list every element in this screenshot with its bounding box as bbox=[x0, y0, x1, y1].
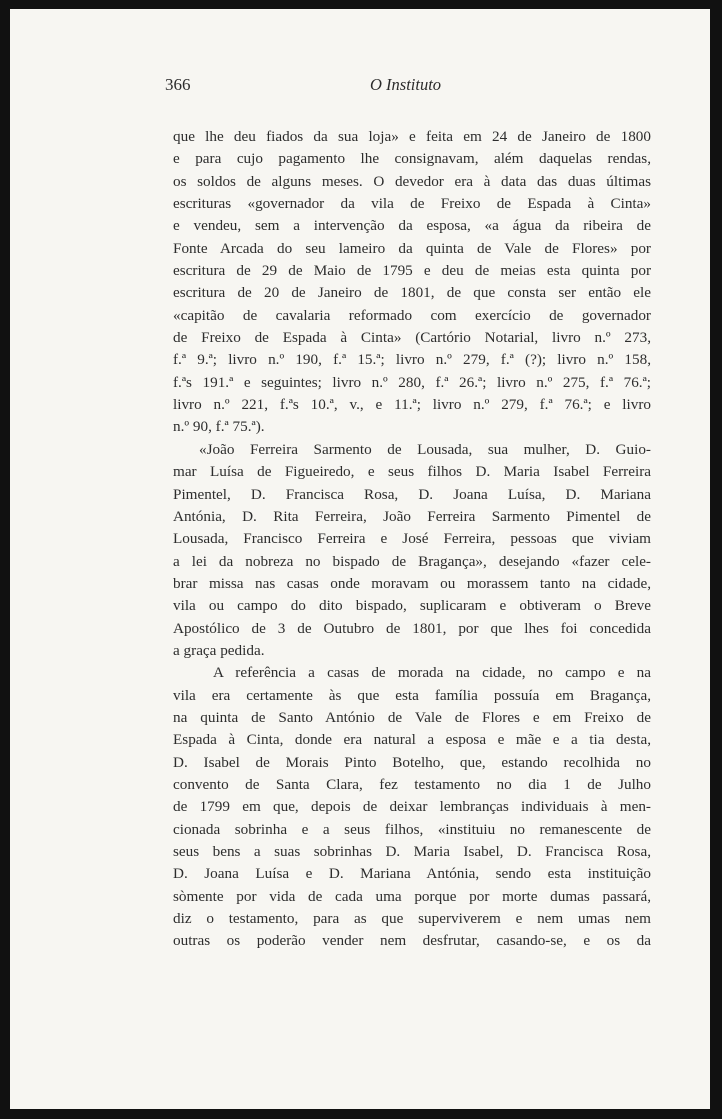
text-line: Espada à Cinta, donde era natural a esposa e mãe e a tia desta, bbox=[173, 731, 651, 749]
body-text bbox=[173, 126, 651, 953]
text-line: mar Luísa de Figueiredo, e seus filhos D. Maria Isabel Ferreira bbox=[173, 463, 651, 481]
text-line: diz o testamento, para as que superviverem e nem umas nem bbox=[173, 910, 651, 928]
text-line: cionada sobrinha e a seus filhos, «instituiu no remanescente de bbox=[173, 820, 651, 838]
text-line: D. Isabel de Morais Pinto Botelho, que, estando recolhida no bbox=[173, 753, 651, 771]
page-number: 366 bbox=[165, 75, 191, 94]
text-line: de 1799 em que, depois de deixar lembranças individuais à men- bbox=[173, 798, 651, 816]
text-line: na quinta de Santo António de Vale de Flores e em Freixo de bbox=[173, 708, 651, 726]
text-line: A referência a casas de morada na cidade, no campo e na bbox=[213, 664, 651, 682]
document-page bbox=[10, 9, 710, 1109]
text-line: outras os poderão vender nem desfrutar, casando-se, e os da bbox=[173, 932, 651, 950]
text-line: Lousada, Francisco Ferreira e José Ferreira, pessoas que viviam bbox=[173, 530, 651, 548]
text-line: os soldos de alguns meses. O devedor era à data das duas últimas bbox=[173, 172, 651, 190]
text-line: seus bens a suas sobrinhas D. Maria Isabel, D. Francisca Rosa, bbox=[173, 843, 651, 860]
text-line: Fonte Arcada do seu lameiro da quinta de Vale de Flores» por bbox=[173, 239, 651, 257]
text-line: a graça pedida. bbox=[173, 641, 265, 659]
text-line: f.ªs 191.ª e seguintes; livro n.º 280, f.ª 26.ª; livro n.º 275, f.ª 76.ª; bbox=[173, 373, 651, 391]
text-line: Pimentel, D. Francisca Rosa, D. Joana Luísa, D. Mariana bbox=[173, 485, 651, 503]
text-line: e vendeu, sem a intervenção da esposa, «a água da ribeira de bbox=[173, 217, 651, 235]
text-line: D. Joana Luísa e D. Mariana Antónia, sendo esta instituição bbox=[173, 865, 651, 883]
text-line: Apostólico de 3 de Outubro de 1801, por que lhes foi concedida bbox=[173, 619, 651, 637]
text-line: n.º 90, f.ª 75.ª). bbox=[173, 418, 265, 436]
text-line: e para cujo pagamento lhe consignavam, além daquelas rendas, bbox=[173, 150, 651, 168]
text-line: escritura de 29 de Maio de 1795 e deu de meias esta quinta por bbox=[173, 262, 651, 280]
text-line: sòmente por vida de cada uma porque por morte dumas passará, bbox=[173, 887, 651, 905]
page-header bbox=[10, 75, 710, 99]
text-line: brar missa nas casas onde moravam ou morassem tanto na cidade, bbox=[173, 574, 651, 592]
text-line: «capitão de cavalaria reformado com exercício de governador bbox=[173, 306, 651, 324]
text-line: f.ª 9.ª; livro n.º 190, f.ª 15.ª; livro n.º 279, f.ª (?); livro n.º 158, bbox=[173, 351, 651, 369]
text-line: que lhe deu fiados da sua loja» e feita em 24 de Janeiro de 1800 bbox=[173, 128, 651, 145]
text-line: a lei da nobreza no bispado de Bragança», desejando «fazer cele- bbox=[173, 552, 651, 570]
text-line: convento de Santa Clara, fez testamento no dia 1 de Julho bbox=[173, 775, 651, 793]
running-title: O Instituto bbox=[370, 75, 442, 94]
text-line: de Freixo de Espada à Cinta» (Cartório Notarial, livro n.º 273, bbox=[173, 329, 651, 347]
text-line: Antónia, D. Rita Ferreira, João Ferreira Sarmento Pimentel de bbox=[173, 507, 651, 525]
text-line: vila ou campo do dito bispado, suplicaram e obtiveram o Breve bbox=[173, 597, 651, 615]
text-line: escritura de 20 de Janeiro de 1801, de que consta ser então ele bbox=[173, 284, 651, 302]
text-line: vila era certamente às que esta família possuía em Bragança, bbox=[173, 686, 651, 704]
text-line: escrituras «governador da vila de Freixo de Espada à Cinta» bbox=[173, 195, 651, 213]
text-line: «João Ferreira Sarmento de Lousada, sua mulher, D. Guio- bbox=[199, 440, 651, 458]
text-line: livro n.º 221, f.ªs 10.ª, v., e 11.ª; livro n.º 279, f.ª 76.ª; e livro bbox=[173, 396, 651, 414]
